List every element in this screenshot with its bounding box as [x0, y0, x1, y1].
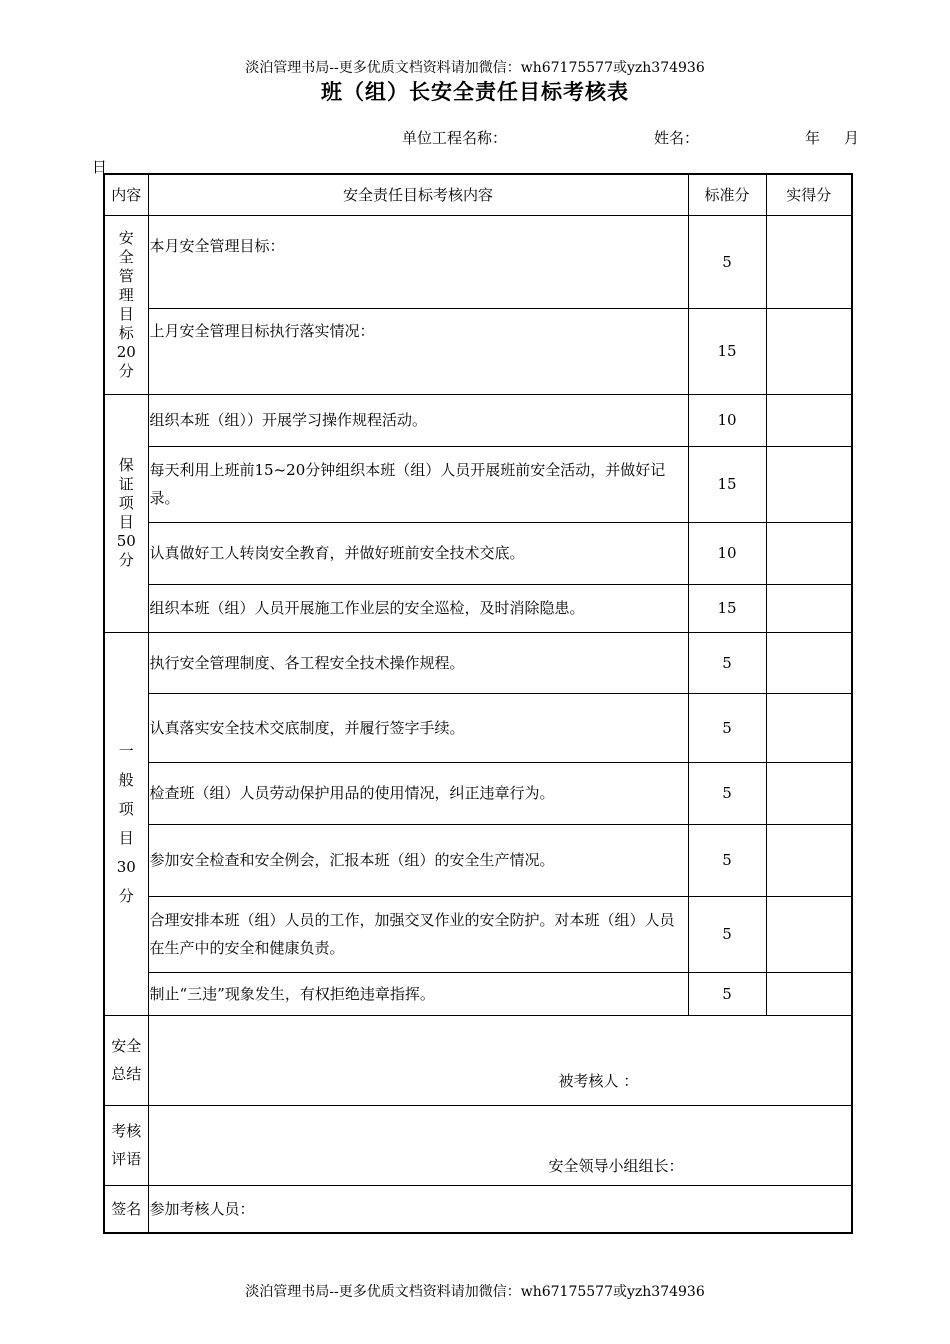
header-standard-score: 标准分	[688, 174, 766, 215]
item-actual-score[interactable]	[766, 522, 852, 584]
category-general-items: 一般项目30分	[104, 632, 148, 1015]
unit-project-label: 单位工程名称：	[402, 129, 508, 147]
item-actual-score[interactable]	[766, 308, 852, 394]
assessment-review-row	[104, 1105, 852, 1185]
table-row	[104, 308, 852, 394]
assessment-review-field[interactable]	[148, 1105, 852, 1185]
item-actual-score[interactable]	[766, 215, 852, 308]
item-content: 执行安全管理制度、各工程安全技术操作规程。	[148, 632, 688, 693]
month-label: 月	[844, 129, 860, 147]
item-standard-score: 5	[688, 762, 766, 824]
item-actual-score[interactable]	[766, 762, 852, 824]
item-content: 上月安全管理目标执行落实情况：	[148, 308, 688, 394]
header-actual-score: 实得分	[766, 174, 852, 215]
name-label: 姓名：	[654, 129, 700, 147]
safety-summary-label: 安全 总结	[104, 1015, 148, 1105]
table-header-row	[104, 174, 852, 215]
table-row	[104, 632, 852, 693]
year-label: 年	[805, 129, 821, 147]
item-standard-score: 5	[688, 824, 766, 896]
item-standard-score: 5	[688, 896, 766, 972]
footer-note: 淡泊管理书局--更多优质文档资料请加微信：wh67175577或yzh374936	[245, 1284, 705, 1300]
category-safety-target: 安全管理目标20分	[104, 215, 148, 394]
category-guarantee-items: 保证项目50分	[104, 394, 148, 632]
item-standard-score: 5	[688, 632, 766, 693]
table-row	[104, 762, 852, 824]
item-content: 检查班（组）人员劳动保护用品的使用情况，纠正违章行为。	[148, 762, 688, 824]
table-row	[104, 584, 852, 632]
signature-field[interactable]	[148, 1185, 852, 1233]
header-content: 安全责任目标考核内容	[148, 174, 688, 215]
table-row	[104, 693, 852, 762]
item-standard-score: 15	[688, 308, 766, 394]
item-standard-score: 5	[688, 693, 766, 762]
item-content: 认真落实安全技术交底制度，并履行签字手续。	[148, 693, 688, 762]
item-content: 认真做好工人转岗安全教育，并做好班前安全技术交底。	[148, 522, 688, 584]
item-actual-score[interactable]	[766, 972, 852, 1015]
table-row	[104, 215, 852, 308]
item-standard-score: 15	[688, 446, 766, 522]
item-content: 组织本班（组））开展学习操作规程活动。	[148, 394, 688, 446]
item-standard-score: 10	[688, 522, 766, 584]
item-standard-score: 5	[688, 972, 766, 1015]
item-standard-score: 5	[688, 215, 766, 308]
item-actual-score[interactable]	[766, 632, 852, 693]
table-row	[104, 972, 852, 1015]
item-content: 本月安全管理目标：	[148, 215, 688, 308]
safety-summary-field[interactable]	[148, 1015, 852, 1105]
item-actual-score[interactable]	[766, 584, 852, 632]
table-row	[104, 394, 852, 446]
signature-label: 签名	[104, 1185, 148, 1233]
item-actual-score[interactable]	[766, 446, 852, 522]
table-row	[104, 446, 852, 522]
participants-label: 参加考核人员：	[149, 1199, 255, 1218]
day-label: 日	[92, 158, 108, 176]
item-actual-score[interactable]	[766, 394, 852, 446]
item-content: 参加安全检查和安全例会，汇报本班（组）的安全生产情况。	[148, 824, 688, 896]
item-content: 组织本班（组）人员开展施工作业层的安全巡检，及时消除隐患。	[148, 584, 688, 632]
header-note: 淡泊管理书局--更多优质文档资料请加微信：wh67175577或yzh374936	[245, 60, 705, 76]
item-content: 制止“三违”现象发生，有权拒绝违章指挥。	[148, 972, 688, 1015]
assessment-table	[103, 173, 853, 1234]
form-title: 班（组）长安全责任目标考核表	[321, 80, 629, 104]
safety-summary-row	[104, 1015, 852, 1105]
table-row	[104, 522, 852, 584]
header-category: 内容	[104, 174, 148, 215]
table-row	[104, 896, 852, 972]
item-actual-score[interactable]	[766, 693, 852, 762]
item-content: 每天利用上班前15~20分钟组织本班（组）人员开展班前安全活动，并做好记录。	[148, 446, 688, 522]
item-standard-score: 10	[688, 394, 766, 446]
assessment-review-label: 考核 评语	[104, 1105, 148, 1185]
item-standard-score: 15	[688, 584, 766, 632]
safety-leader-label: 安全领导小组组长：	[548, 1156, 684, 1175]
signature-row	[104, 1185, 852, 1233]
item-content: 合理安排本班（组）人员的工作，加强交叉作业的安全防护。对本班（组）人员在生产中的安全和健康负责。	[148, 896, 688, 972]
item-actual-score[interactable]	[766, 824, 852, 896]
assessee-label: 被考核人 ：	[558, 1071, 639, 1090]
table-row	[104, 824, 852, 896]
item-actual-score[interactable]	[766, 896, 852, 972]
